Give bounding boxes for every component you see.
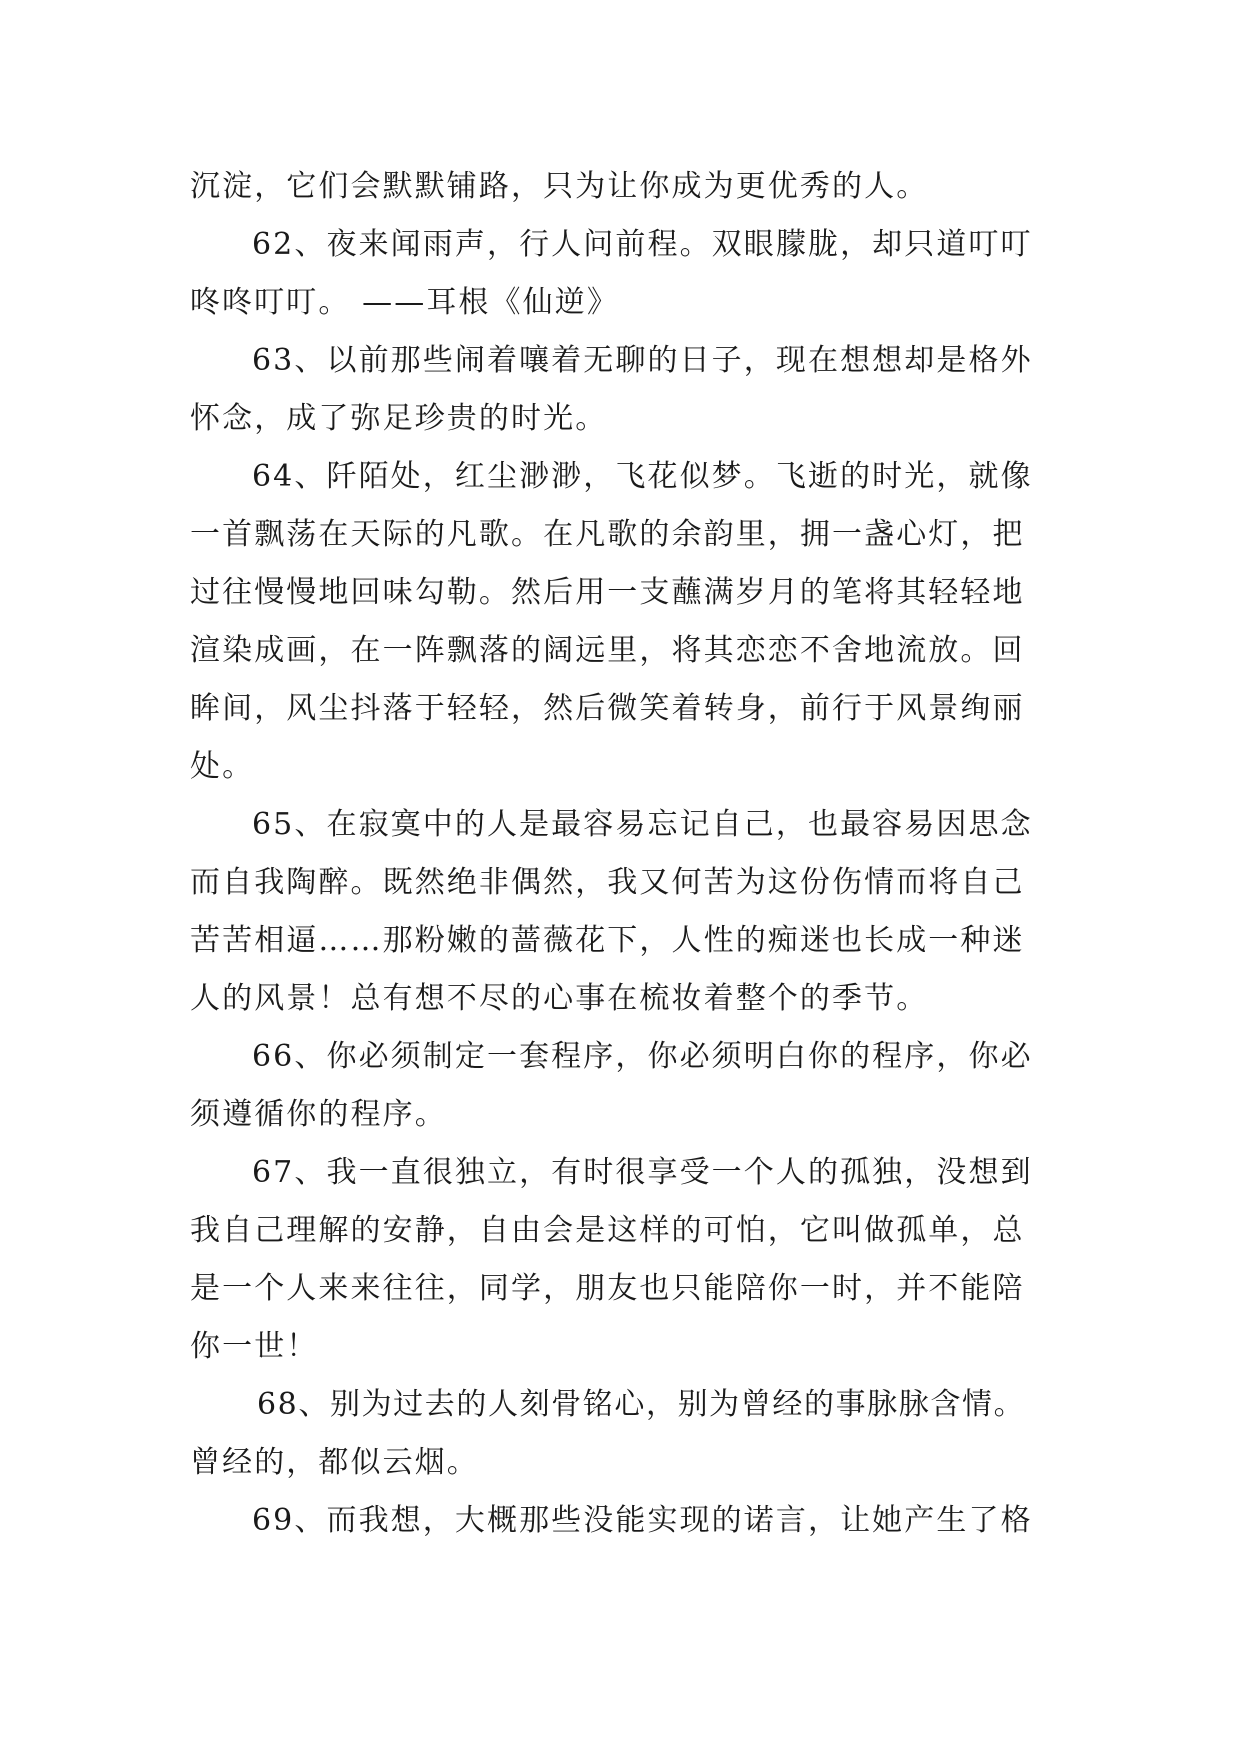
paragraph-line: 渲染成画，在一阵飘落的阔远里，将其恋恋不舍地流放。回 — [190, 633, 1025, 668]
paragraph-line: 怀念，成了弥足珍贵的时光。 — [190, 401, 608, 436]
paragraph-line: 眸间，风尘抖落于轻轻，然后微笑着转身，前行于风景绚丽 — [190, 691, 1025, 726]
paragraph-line: 咚咚叮叮。 ——耳根《仙逆》 — [190, 285, 619, 320]
paragraph-line: 65、在寂寞中的人是最容易忘记自己，也最容易因思念 — [252, 807, 1033, 842]
paragraph-line: 沉淀，它们会默默铺路，只为让你成为更优秀的人。 — [190, 169, 929, 204]
paragraph-line: 是一个人来来往往，同学，朋友也只能陪你一时，并不能陪 — [190, 1271, 1025, 1306]
paragraph-line: 一首飘荡在天际的凡歌。在凡歌的余韵里，拥一盏心灯，把 — [190, 517, 1025, 552]
paragraph-line: 62、夜来闻雨声，行人问前程。双眼朦胧，却只道叮叮 — [252, 227, 1033, 262]
paragraph-line: 人的风景！总有想不尽的心事在梳妆着整个的季节。 — [190, 981, 929, 1016]
paragraph-line: 63、以前那些闹着嚷着无聊的日子，现在想想却是格外 — [252, 343, 1033, 378]
paragraph-66 — [190, 1028, 1050, 1144]
paragraph-62 — [190, 216, 1050, 332]
paragraph-line: 曾经的，都似云烟。 — [190, 1445, 479, 1480]
paragraph-line: 64、阡陌处，红尘渺渺，飞花似梦。飞逝的时光，就像 — [252, 459, 1033, 494]
paragraph-line: 过往慢慢地回味勾勒。然后用一支蘸满岁月的笔将其轻轻地 — [190, 575, 1025, 610]
paragraph-line: 我自己理解的安静，自由会是这样的可怕，它叫做孤单，总 — [190, 1213, 1025, 1248]
paragraph-64 — [190, 448, 1050, 796]
paragraph-69 — [190, 1492, 1050, 1550]
paragraph-65 — [190, 796, 1050, 1028]
paragraph-line: 68、别为过去的人刻骨铭心，别为曾经的事脉脉含情。 — [257, 1387, 1026, 1422]
paragraph-67 — [190, 1144, 1050, 1376]
paragraph-line: 66、你必须制定一套程序，你必须明白你的程序，你必 — [252, 1039, 1033, 1074]
paragraph-continuation — [190, 158, 1050, 216]
document-body — [190, 158, 1050, 1550]
paragraph-line: 你一世！ — [190, 1329, 319, 1364]
paragraph-line: 处。 — [190, 749, 255, 784]
paragraph-line: 而自我陶醉。既然绝非偶然，我又何苦为这份伤情而将自己 — [190, 865, 1025, 900]
paragraph-line: 69、而我想，大概那些没能实现的诺言，让她产生了格 — [252, 1503, 1033, 1538]
paragraph-line: 苦苦相逼……那粉嫩的蔷薇花下，人性的痴迷也长成一种迷 — [190, 923, 1025, 958]
paragraph-68 — [190, 1376, 1050, 1492]
paragraph-line: 须遵循你的程序。 — [190, 1097, 447, 1132]
paragraph-63 — [190, 332, 1050, 448]
paragraph-line: 67、我一直很独立，有时很享受一个人的孤独，没想到 — [252, 1155, 1033, 1190]
